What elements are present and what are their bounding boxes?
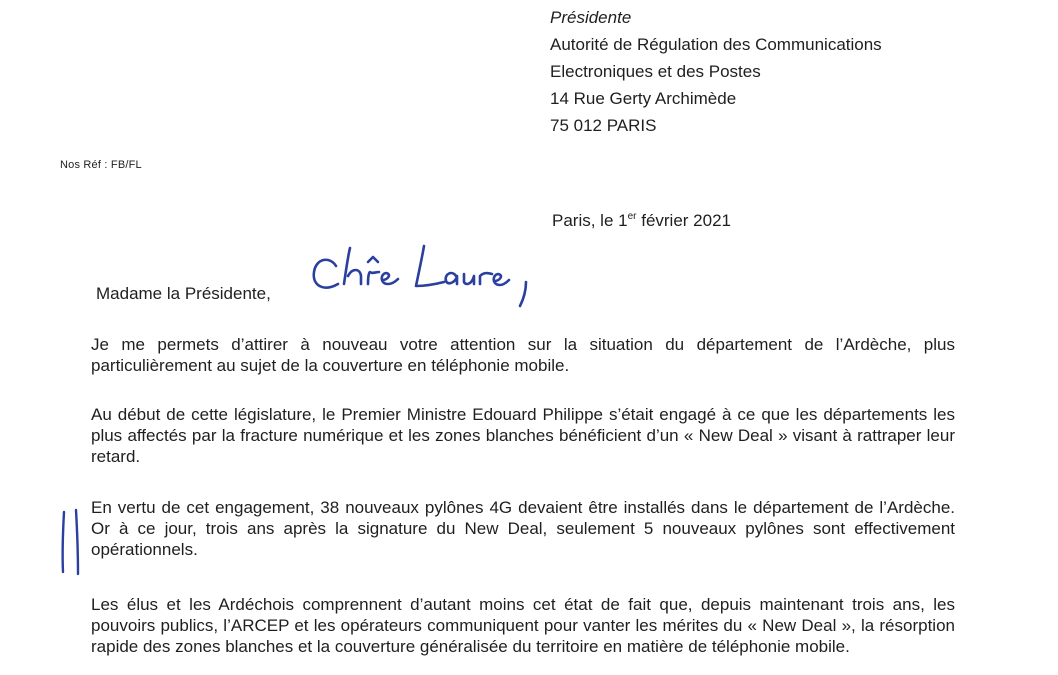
recipient-address xyxy=(550,4,882,139)
salutation: Madame la Présidente, xyxy=(96,284,271,303)
letter-date xyxy=(552,211,731,231)
recipient-line-3: 14 Rue Gerty Archimède xyxy=(550,89,737,108)
date-suffix: février 2021 xyxy=(636,211,731,230)
reference-line: Nos Réf : FB/FL xyxy=(60,159,142,171)
recipient-line-4: 75 012 PARIS xyxy=(550,116,657,135)
paragraph-2: Au début de cette législature, le Premier Ministre Edouard Philippe s’était engagé à ce que les départements les plus affectés par la fracture numérique et les zones blanches bénéficient d’un « New Deal » visant à rattraper leur retard. xyxy=(91,405,955,466)
recipient-line-1: Autorité de Régulation des Communications xyxy=(550,35,882,54)
paragraph-3: En vertu de cet engagement, 38 nouveaux pylônes 4G devaient être installés dans le département de l’Ardèche. Or à ce jour, trois ans après la signature du New Deal, seulement 5 nouveaux pylônes sont effectivement opérationnels. xyxy=(91,498,955,559)
date-prefix: Paris, le 1 xyxy=(552,211,628,230)
handwritten-salutation xyxy=(306,236,536,311)
handwritten-margin-mark xyxy=(56,508,86,576)
recipient-title: Présidente xyxy=(550,8,632,27)
paragraph-4: Les élus et les Ardéchois comprennent d’autant moins cet état de fait que, depuis maintenant trois ans, les pouvoirs publics, l’ARCEP et les opérateurs communiquent pour vanter les mérites du « New Deal », la résorption rapide des zones blanches et la couverture généralisée du territoire en matière de téléphonie mobile. xyxy=(91,595,955,656)
date-superscript: er xyxy=(627,211,637,222)
paragraph-1: Je me permets d’attirer à nouveau votre attention sur la situation du département de l’Ardèche, plus particulièrement au sujet de la couverture en téléphonie mobile. xyxy=(91,335,955,375)
recipient-line-2: Electroniques et des Postes xyxy=(550,62,761,81)
